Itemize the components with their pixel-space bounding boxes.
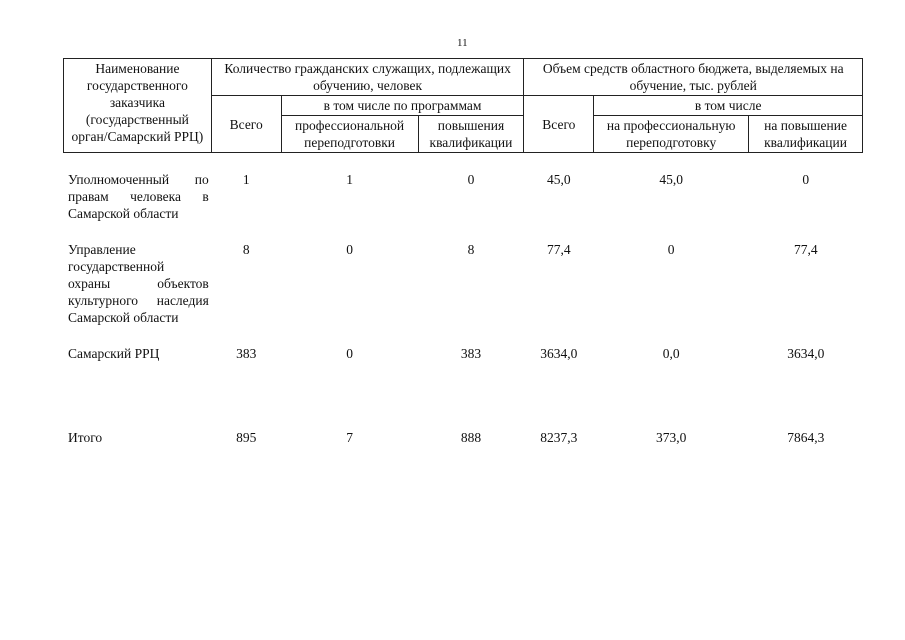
cell-retraining-people: 1 bbox=[346, 172, 353, 187]
cell-qualification-people: 383 bbox=[460, 346, 482, 361]
cell-total-budget: 77,4 bbox=[547, 242, 571, 257]
table-row bbox=[64, 222, 863, 326]
row-name: Уполномоченный по правам человека в Самарской области bbox=[68, 172, 209, 221]
cell-retraining-budget: 0 bbox=[667, 242, 675, 257]
cell-total-budget: 8237,3 bbox=[540, 430, 578, 445]
header-retraining-people: профессиональной переподготовки bbox=[281, 116, 418, 153]
cell-qualification-budget: 3634,0 bbox=[787, 346, 825, 361]
cell-qualification-budget: 7864,3 bbox=[787, 430, 825, 445]
cell-retraining-people: 7 bbox=[346, 430, 353, 445]
cell-qualification-people: 0 bbox=[467, 172, 475, 187]
header-including: в том числе bbox=[594, 96, 863, 116]
cell-retraining-budget: 0,0 bbox=[662, 346, 680, 361]
table-row-total bbox=[64, 362, 863, 446]
page-number: 11 bbox=[457, 37, 468, 49]
cell-retraining-people: 0 bbox=[346, 242, 353, 257]
cell-total-people: 8 bbox=[242, 242, 250, 257]
cell-qualification-budget: 77,4 bbox=[793, 242, 818, 257]
cell-retraining-people: 0 bbox=[346, 346, 353, 361]
header-retraining-budget: на профессиональную переподготовку bbox=[594, 116, 749, 153]
header-programs: в том числе по программам bbox=[281, 96, 524, 116]
table-row bbox=[64, 326, 863, 362]
cell-total-people: 895 bbox=[236, 430, 257, 445]
training-budget-table bbox=[63, 58, 863, 446]
cell-total-people: 383 bbox=[236, 346, 257, 361]
header-qualification-people: повышения квалификации bbox=[418, 116, 524, 153]
header-total-budget: Всего bbox=[524, 96, 594, 153]
header-total-people: Всего bbox=[211, 96, 281, 153]
table-row bbox=[64, 153, 863, 223]
cell-total-people: 1 bbox=[242, 172, 250, 187]
row-name: Управление государственной охраны объектов культурного наследия Самарской области bbox=[68, 242, 209, 325]
cell-qualification-people: 888 bbox=[460, 430, 482, 445]
cell-retraining-budget: 373,0 bbox=[655, 430, 687, 445]
cell-qualification-people: 8 bbox=[467, 242, 475, 257]
header-people-group: Количество гражданских служащих, подлежащих обучению, человек bbox=[211, 59, 524, 96]
header-budget-group: Объем средств областного бюджета, выделяемых на обучение, тыс. рублей bbox=[524, 59, 863, 96]
cell-qualification-budget: 0 bbox=[802, 172, 810, 187]
cell-retraining-budget: 45,0 bbox=[659, 172, 683, 187]
header-qualification-budget: на повышение квалификации bbox=[749, 116, 863, 153]
cell-total-budget: 3634,0 bbox=[540, 346, 578, 361]
header-name-column: Наименование государственного заказчика (государственный орган/Самарский РРЦ) bbox=[64, 59, 212, 153]
cell-total-budget: 45,0 bbox=[547, 172, 571, 187]
row-name: Самарский РРЦ bbox=[68, 346, 160, 361]
row-name: Итого bbox=[68, 430, 103, 445]
